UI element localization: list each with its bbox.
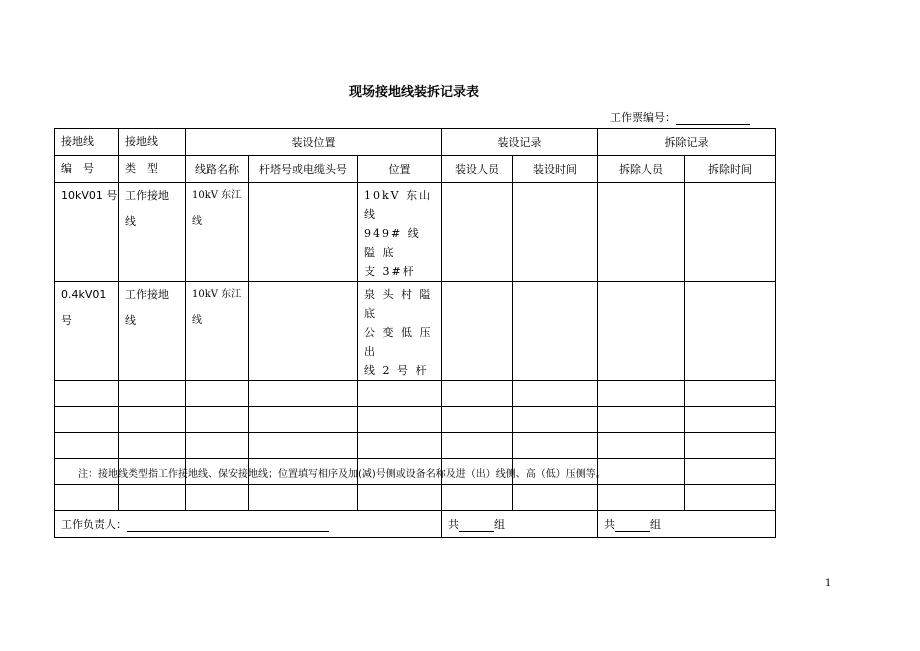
removal-count-prefix: 共	[604, 518, 615, 531]
position-line: 10kV 东山线	[364, 189, 433, 221]
ticket-number-field[interactable]	[610, 109, 750, 125]
empty-row[interactable]	[55, 381, 776, 407]
removal-time-cell[interactable]	[685, 183, 776, 282]
table-row	[55, 282, 776, 381]
ground-wire-id-cell[interactable]: 0.4kV01 号	[55, 282, 119, 381]
header-row-1	[55, 129, 776, 156]
removal-count-suffix: 组	[650, 518, 661, 531]
position-cell[interactable]	[358, 282, 442, 381]
work-leader-blank[interactable]	[127, 520, 329, 532]
header-install-time: 装设时间	[513, 156, 598, 183]
header-type-top: 接地线	[119, 129, 186, 156]
ground-wire-id: 10kV01 号	[61, 189, 118, 202]
install-count-blank[interactable]	[459, 520, 494, 532]
position-line: 公 变 低 压 出	[364, 326, 433, 358]
line-name-cell[interactable]: 10kV 东江 线	[186, 183, 249, 282]
ticket-number-label: 工作票编号：	[610, 111, 676, 124]
position-line: 泉 头 村 隘 底	[364, 288, 433, 320]
header-removal-time: 拆除时间	[685, 156, 776, 183]
empty-row[interactable]	[55, 433, 776, 459]
tower-no-cell[interactable]	[249, 183, 358, 282]
header-installer: 装设人员	[442, 156, 513, 183]
ground-wire-id-cell[interactable]	[55, 183, 119, 282]
removal-count-blank[interactable]	[615, 520, 650, 532]
header-remover: 拆除人员	[598, 156, 685, 183]
install-count-suffix: 组	[494, 518, 505, 531]
line-name: 10kV 东江	[192, 289, 242, 300]
install-count-prefix: 共	[448, 518, 459, 531]
install-time-cell[interactable]	[513, 282, 598, 381]
install-count-field[interactable]	[442, 511, 598, 538]
header-install-position: 装设位置	[186, 129, 442, 156]
ground-wire-type: 工作接地	[125, 288, 169, 301]
remover-cell[interactable]	[598, 183, 685, 282]
install-time-cell[interactable]	[513, 183, 598, 282]
empty-row[interactable]	[55, 407, 776, 433]
tower-no-cell[interactable]	[249, 282, 358, 381]
removal-time-cell[interactable]	[685, 282, 776, 381]
header-id-bottom: 编 号	[55, 156, 119, 183]
footer-row	[55, 511, 776, 538]
header-row-2	[55, 156, 776, 183]
header-line-name: 线路名称	[186, 156, 249, 183]
ground-wire-type-cell[interactable]: 工作接地 线	[119, 282, 186, 381]
empty-row[interactable]	[55, 485, 776, 511]
line-name-cell[interactable]: 10kV 东江 线	[186, 282, 249, 381]
ticket-number-blank[interactable]	[676, 113, 750, 125]
ground-wire-id: 0.4kV01	[61, 288, 107, 301]
position-line: 支 3#杆	[364, 265, 416, 278]
page-title: 现场接地线装拆记录表	[348, 85, 479, 100]
ground-wire-type-cell[interactable]: 工作接地 线	[119, 183, 186, 282]
installer-cell[interactable]	[442, 183, 513, 282]
removal-count-field[interactable]	[598, 511, 776, 538]
footnote: 注：接地线类型指工作接地线、保安接地线；位置填写相序及加(减)号侧或设备名称及进（出）线侧、高（低）压侧等。	[78, 469, 606, 480]
header-type-bottom: 类 型	[119, 156, 186, 183]
remover-cell[interactable]	[598, 282, 685, 381]
position-line: 949# 线 隘 底	[364, 227, 421, 259]
header-removal-record: 拆除记录	[598, 129, 776, 156]
position-line: 线 2 号 杆	[364, 364, 429, 377]
header-position: 位置	[358, 156, 442, 183]
installer-cell[interactable]	[442, 282, 513, 381]
work-leader-field[interactable]	[55, 511, 442, 538]
page-number: 1	[825, 578, 832, 589]
header-id-top: 接地线	[55, 129, 119, 156]
header-install-record: 装设记录	[442, 129, 598, 156]
work-leader-label: 工作负责人：	[61, 518, 127, 531]
header-tower-no: 杆塔号或电缆头号	[249, 156, 358, 183]
ground-wire-type: 工作接地	[125, 189, 169, 202]
position-cell[interactable]	[358, 183, 442, 282]
table-row	[55, 183, 776, 282]
line-name: 10kV 东江	[192, 190, 242, 201]
